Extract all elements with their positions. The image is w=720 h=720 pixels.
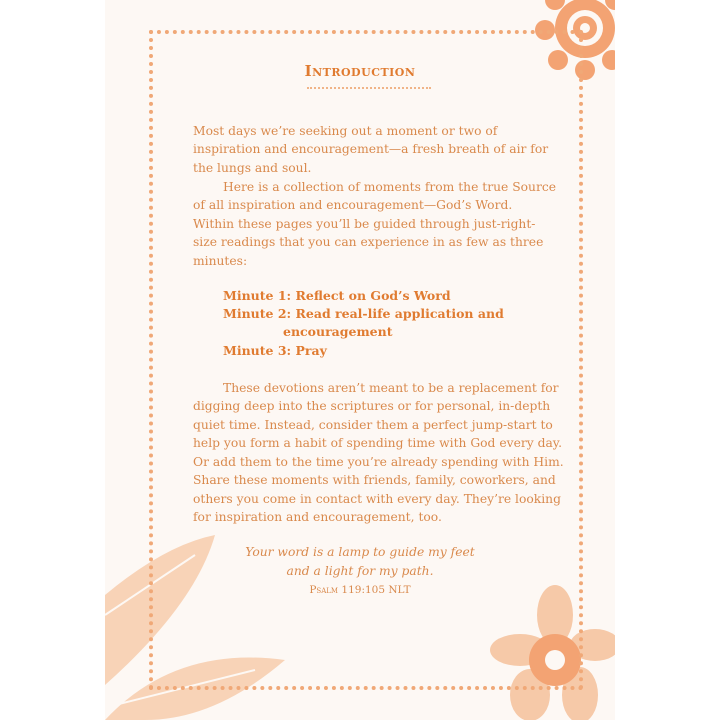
minute-item: Minute 3: Pray bbox=[223, 343, 327, 358]
body-line: inspiration and encouragement—a fresh breath of air for bbox=[193, 142, 549, 156]
book-page bbox=[105, 0, 615, 720]
body-line: others you come in contact with every day. They’re looking bbox=[193, 492, 561, 506]
body-line: Here is a collection of moments from the true Source bbox=[223, 180, 556, 194]
body-line: digging deep into the scriptures or for personal, in-depth bbox=[193, 399, 551, 413]
body-line: Within these pages you’ll be guided through just-right- bbox=[193, 217, 536, 231]
body-line: of all inspiration and encouragement—God’s Word. bbox=[193, 198, 513, 212]
scripture-verse-line: and a light for my path. bbox=[286, 564, 434, 578]
scripture-verse-line: Your word is a lamp to guide my feet bbox=[245, 545, 475, 559]
body-line: help you form a habit of spending time with God every day. bbox=[193, 436, 563, 450]
minute-item: Minute 1: Reflect on God’s Word bbox=[223, 288, 451, 303]
scripture-reference: Psalm 119:105 NLT bbox=[309, 584, 411, 596]
body-line: Share these moments with friends, family, coworkers, and bbox=[193, 473, 556, 487]
body-line: quiet time. Instead, consider them a perfect jump-start to bbox=[193, 418, 553, 432]
body-line: minutes: bbox=[193, 254, 248, 268]
body-line: Or add them to the time you’re already spending with Him. bbox=[193, 455, 564, 469]
body-line: These devotions aren’t meant to be a replacement for bbox=[223, 381, 559, 395]
minute-item: Minute 2: Read real-life application and bbox=[223, 306, 504, 321]
body-line: Most days we’re seeking out a moment or two of bbox=[193, 124, 498, 138]
minute-item-continued: encouragement bbox=[283, 324, 393, 339]
body-line: the lungs and soul. bbox=[193, 161, 312, 175]
body-line: for inspiration and encouragement, too. bbox=[193, 510, 442, 524]
title-divider bbox=[307, 87, 431, 89]
body-line: size readings that you can experience in as few as three bbox=[193, 235, 544, 249]
page-title: Introduction bbox=[304, 62, 416, 80]
